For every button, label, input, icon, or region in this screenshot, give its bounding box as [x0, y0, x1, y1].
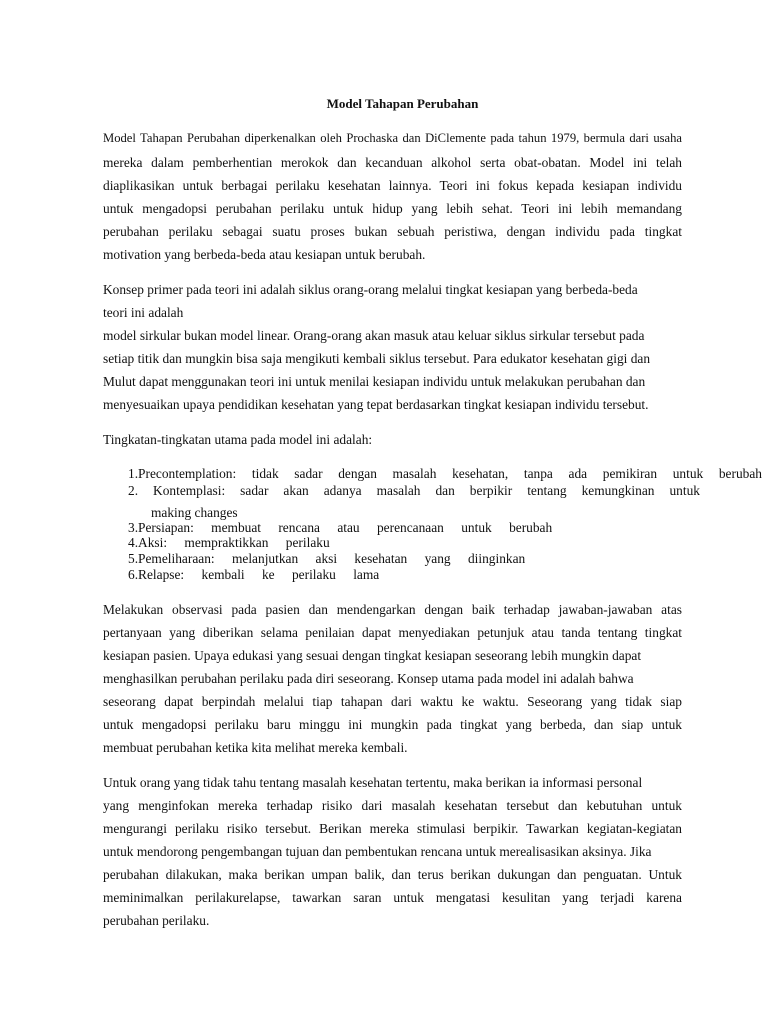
paragraph-2-line-3: model sirkular bukan model linear. Orang-orang akan masuk atau keluar siklus sirkular tersebut pada: [103, 328, 645, 343]
paragraph-1-line-6: motivation yang berbeda-beda atau kesiapan untuk berubah.: [103, 247, 426, 262]
paragraph-4-line-5: perubahan dilakukan, maka berikan umpan balik, dan terus berikan dukungan dan penguatan. Untuk: [103, 867, 682, 882]
paragraph-2-line-6: menyesuaikan upaya pendidikan kesehatan yang tepat berdasarkan tingkat kesiapan individu tersebut.: [103, 397, 649, 412]
paragraph-2-line-5: Mulut dapat menggunakan teori ini untuk menilai kesiapan individu untuk melakukan perubahan dan: [103, 374, 646, 389]
paragraph-4-line-4: untuk mendorong pengembangan tujuan dan pembentukan rencana untuk merealisasikan aksinya. Jika: [103, 844, 652, 859]
paragraph-2-line-4: setiap titik dan mungkin bisa saja mengikuti kembali siklus tersebut. Para edukator kesehatan gigi dan: [103, 351, 651, 366]
list-item-6: 6.Relapse: kembali ke perilaku lama: [128, 567, 380, 582]
paragraph-3-line-5: seseorang dapat berpindah melalui tiap tahapan dari waktu ke waktu. Seseorang yang tidak siap: [103, 694, 682, 709]
paragraph-1-line-3: diaplikasikan untuk berbagai perilaku kesehatan lainnya. Teori ini fokus kepada kesiapan individu: [103, 178, 682, 193]
paragraph-4-line-2: yang menginfokan mereka terhadap risiko dari masalah kesehatan tersebut dan kebutuhan untuk: [103, 798, 682, 813]
paragraph-3-line-3: kesiapan pasien. Upaya edukasi yang sesuai dengan tingkat kesiapan seseorang lebih mungkin dapat: [103, 648, 642, 663]
paragraph-1-line-5: perubahan perilaku sebagai suatu proses bukan sebuah peristiwa, dengan individu pada tingkat: [103, 224, 682, 239]
paragraph-3-line-7: membuat perubahan ketika kita melihat mereka kembali.: [103, 740, 408, 755]
paragraph-4-line-6: meminimalkan perilakurelapse, tawarkan saran untuk mengatasi kesulitan yang terjadi karena: [103, 890, 682, 905]
list-intro: Tingkatan-tingkatan utama pada model ini adalah:: [103, 432, 373, 447]
paragraph-1-line-4: untuk mengadopsi perubahan perilaku untuk hidup yang lebih sehat. Teori ini lebih memandang: [103, 201, 682, 216]
paragraph-3-line-6: untuk mengadopsi perilaku baru minggu ini mungkin pada tingkat yang berbeda, dan siap untuk: [103, 717, 682, 732]
paragraph-2-line-1: Konsep primer pada teori ini adalah siklus orang-orang melalui tingkat kesiapan yang berbeda-beda: [103, 282, 638, 297]
page-title: Model Tahapan Perubahan: [326, 96, 479, 111]
paragraph-1-line-1: Model Tahapan Perubahan diperkenalkan oleh Prochaska dan DiClemente pada tahun 1979, bermula dari usaha: [103, 131, 682, 145]
paragraph-4-line-1: Untuk orang yang tidak tahu tentang masalah kesehatan tertentu, maka berikan ia informasi personal: [103, 775, 643, 790]
list-item-2: 2. Kontemplasi: sadar akan adanya masalah dan berpikir tentang kemungkinan untuk: [128, 483, 700, 498]
paragraph-3-line-4: menghasilkan perubahan perilaku pada diri seseorang. Konsep utama pada model ini adalah bahwa: [103, 671, 634, 686]
paragraph-4-line-7: perubahan perilaku.: [103, 913, 210, 928]
list-item-4: 4.Aksi: mempraktikkan perilaku: [128, 535, 330, 550]
paragraph-4-line-3: mengurangi perilaku risiko tersebut. Berikan mereka stimulasi berpikir. Tawarkan kegiatan-kegiatan: [103, 821, 682, 836]
list-item-5: 5.Pemeliharaan: melanjutkan aksi kesehatan yang diinginkan: [128, 551, 526, 566]
paragraph-3-line-2: pertanyaan yang diberikan selama penilaian dapat menyediakan petunjuk atau tanda tentang tingkat: [103, 625, 682, 640]
list-item-3: 3.Persiapan: membuat rencana atau perencanaan untuk berubah: [128, 520, 553, 535]
paragraph-1-line-2: mereka dalam pemberhentian merokok dan kecanduan alkohol serta obat-obatan. Model ini telah: [103, 155, 682, 170]
list-item-2-continuation: making changes: [151, 505, 238, 520]
paragraph-2-line-2: teori ini adalah: [103, 305, 184, 320]
paragraph-3-line-1: Melakukan observasi pada pasien dan mendengarkan dengan baik terhadap jawaban-jawaban atas: [103, 602, 682, 617]
list-item-1: 1.Precontemplation: tidak sadar dengan masalah kesehatan, tanpa ada pemikiran untuk berubah: [128, 466, 762, 481]
